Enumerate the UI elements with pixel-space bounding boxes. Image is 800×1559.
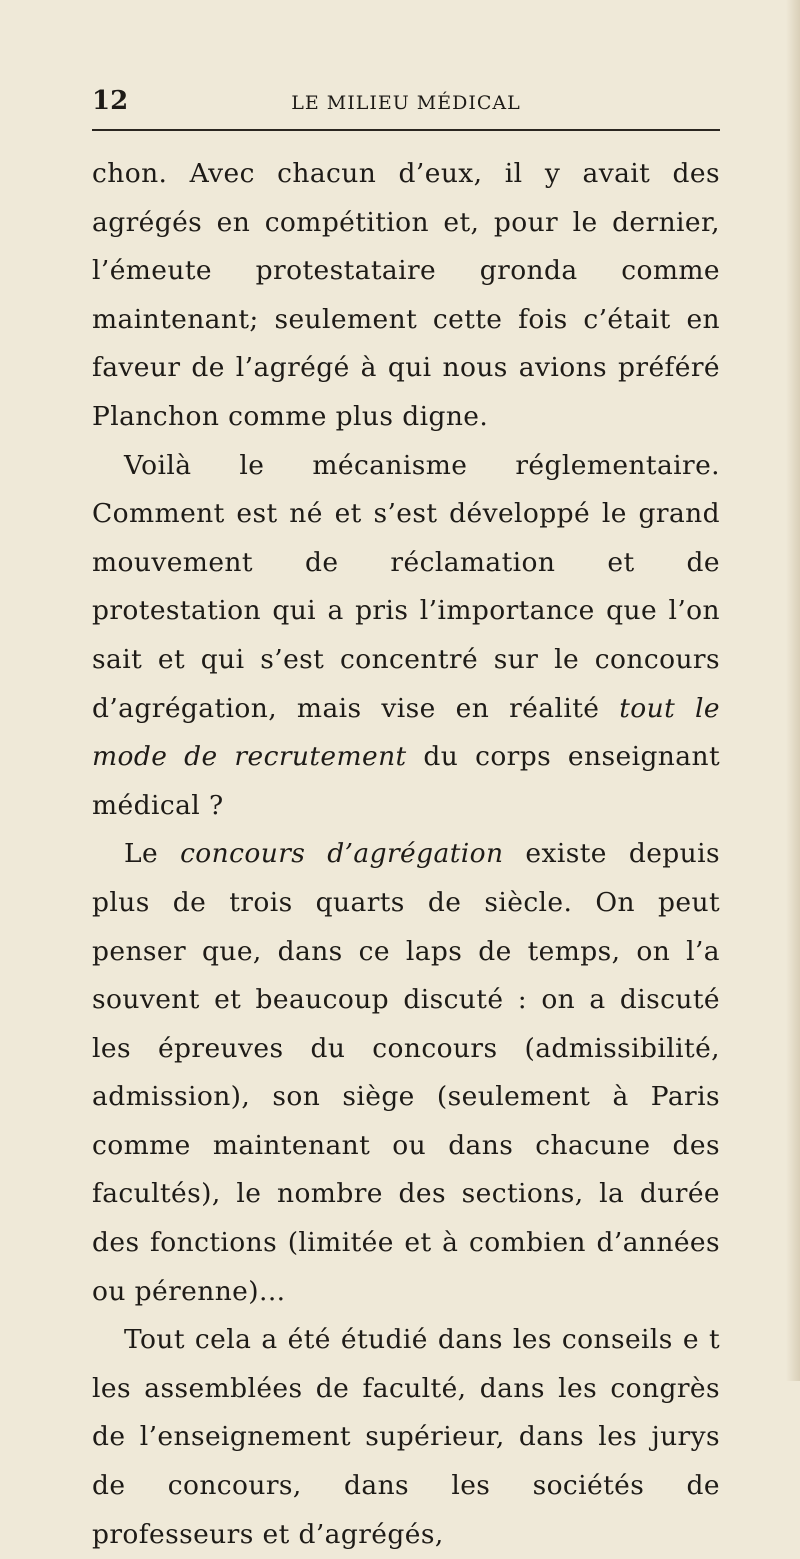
header-rule <box>92 129 720 131</box>
paragraph-2 <box>92 442 720 831</box>
paragraph-3 <box>92 830 720 1316</box>
body-text <box>92 150 720 1559</box>
page-header <box>92 86 720 120</box>
page-edge-shadow <box>786 0 800 1381</box>
paragraph-1: chon. Avec chacun d’eux, il y avait des agrégés en compétition et, pour le dernier, l’émeute protestataire gronda comme maintenant; seulement cette fois c’était en faveur de l’agrégé à qui nous avions préféré Planchon comme plus digne. <box>92 158 720 432</box>
paragraph-3-emphasis: concours d’agrégation <box>180 838 504 870</box>
paragraph-3-text-a: Le <box>124 838 181 870</box>
paragraph-2-text-a: Voilà le mécanisme réglementaire. Comment est né et s’est développé le grand mouvement de réclamation et de protestation qui a pris l’importance que l’on sait et qui s’est concentré sur le concours d’agrégation, mais vise en réalité <box>92 449 720 724</box>
running-title: LE MILIEU MÉDICAL <box>291 92 521 114</box>
paragraph-2-emphasis: tout le mode de recrutement <box>92 692 720 773</box>
paragraph-2-text-b: du corps enseignant médical ? <box>92 741 720 821</box>
page-number: 12 <box>92 86 129 116</box>
paragraph-4: Tout cela a été étudié dans les conseils e t les assemblées de faculté, dans les congrès de l’enseignement supérieur, dans les jurys de concours, dans les sociétés de professeurs et d’agrégés, <box>92 1324 720 1550</box>
paragraph-3-text-b: existe depuis plus de trois quarts de siècle. On peut penser que, dans ce laps de temps, on l’a souvent et beaucoup discuté : on a discuté les épreuves du concours (admissibilité, admission), son siège (seulement à Paris comme maintenant ou dans chacune des facultés), le nombre des sections, la durée des fonctions (limitée et à combien d’années ou pérenne)... <box>92 838 720 1307</box>
